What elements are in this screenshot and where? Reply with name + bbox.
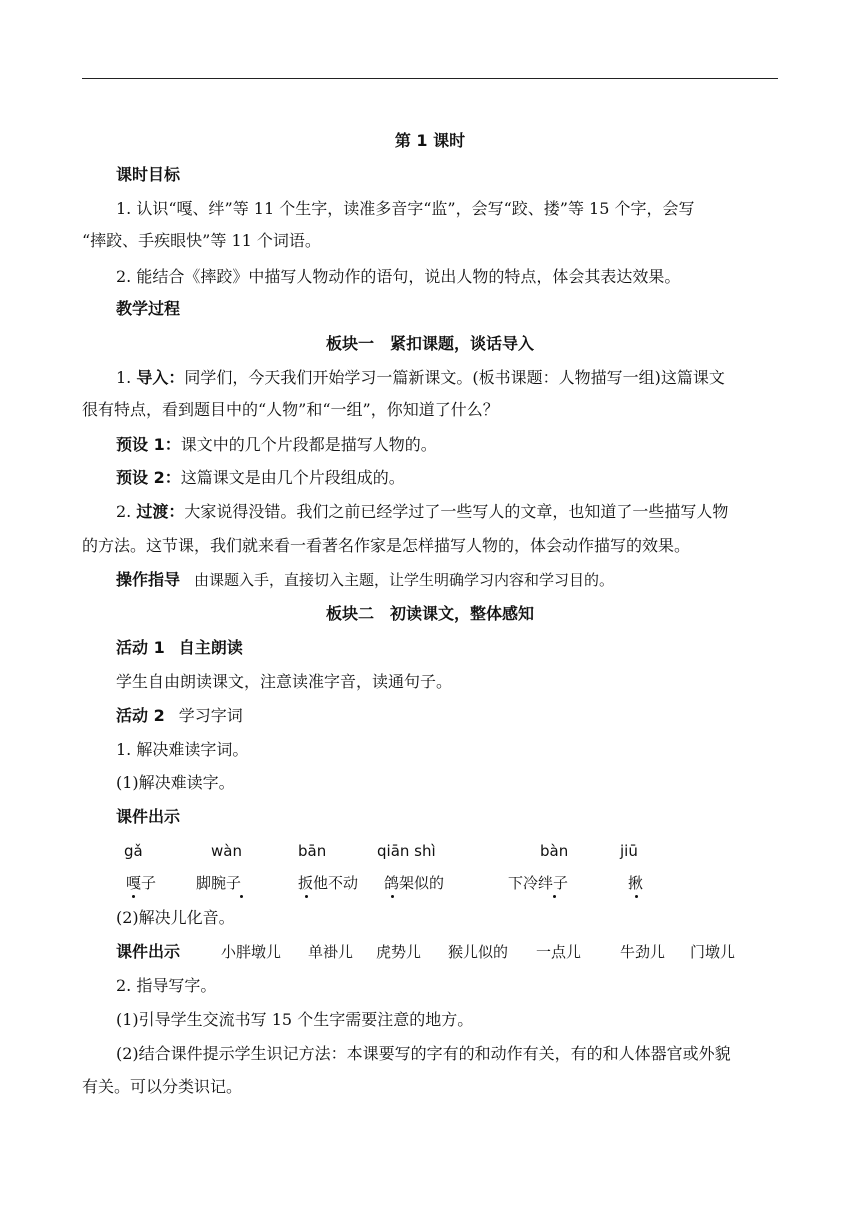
preset-2-label: 预设 2： — [116, 468, 181, 487]
activity-1-title: 自主朗读 — [178, 638, 243, 657]
section-2-heading: 板块二 初读课文，整体感知 — [325, 604, 534, 623]
step-2: 2. 指导写字。 — [116, 976, 217, 995]
goals-heading: 课时目标 — [116, 165, 181, 184]
erhua-word: 虎势儿 — [376, 943, 422, 961]
activity-1 — [82, 637, 812, 659]
activity-1-text: 学生自由朗读课文，注意读准字音，读通句子。 — [116, 672, 453, 691]
goal-2: 2. 能结合《摔跤》中描写人物动作的语句，说出人物的特点，体会其表达效果。 — [116, 267, 681, 286]
goal-1-line-a: 1. 认识“嘎、绊”等 11 个生字，读准多音字“监”，会写“跤、搂”等 15 个字，会写 — [116, 199, 695, 218]
step-1: 1. 解决难读字词。 — [116, 740, 249, 759]
step-2-2-line-b: 有关。可以分类识记。 — [82, 1077, 243, 1096]
pinyin-ban: bān — [298, 842, 327, 860]
emphasis-dot — [391, 895, 394, 898]
pinyin-ban2: bàn — [540, 842, 569, 860]
step-1-1: (1)解决难读字。 — [116, 773, 235, 792]
guide-label: 操作指导 — [116, 570, 181, 589]
step-1-2: (2)解决儿化音。 — [116, 908, 235, 927]
pinyin-jiu: jiū — [620, 842, 638, 860]
section-1-heading: 板块一 紧扣课题，谈话导入 — [325, 334, 534, 353]
preset-1 — [82, 434, 812, 456]
transition-line-b: 的方法。这节课，我们就来看一看著名作家是怎样描写人物的，体会动作描写的效果。 — [82, 536, 691, 555]
erhua-word: 猴儿似的 — [448, 943, 509, 961]
guide-note — [82, 569, 812, 591]
process-heading: 教学过程 — [116, 299, 181, 318]
activity-2 — [82, 705, 812, 727]
preset-2 — [82, 467, 812, 489]
emphasis-dot — [240, 895, 243, 898]
word-jiu: 揪 — [628, 874, 644, 892]
pinyin-wan: wàn — [211, 842, 242, 860]
courseware-label-2: 课件出示 — [116, 942, 181, 961]
erhua-word: 牛劲儿 — [620, 943, 666, 961]
goal-1-line-b: “摔跤、手疾眼快”等 11 个词语。 — [82, 231, 321, 250]
intro-label: 导入： — [136, 368, 185, 387]
word-xialengbanzi: 下冷绊子 — [508, 874, 569, 892]
intro-text-a: 同学们，今天我们开始学习一篇新课文。(板书课题：人物描写一组)这篇课文 — [184, 368, 725, 387]
step-2-1: (1)引导学生交流书写 15 个生字需要注意的地方。 — [116, 1010, 474, 1029]
transition-label: 过渡： — [136, 502, 185, 521]
erhua-word: 单褂儿 — [308, 943, 354, 961]
header-rule — [82, 78, 778, 79]
preset-1-label: 预设 1： — [116, 435, 181, 454]
emphasis-dot — [635, 895, 638, 898]
word-bantabudong: 扳他不动 — [298, 874, 359, 892]
activity-1-label: 活动 1 — [116, 638, 165, 657]
word-jiaowanzi: 脚腕子 — [196, 874, 242, 892]
activity-2-title: 学习字词 — [178, 706, 243, 725]
preset-2-text: 这篇课文是由几个片段组成的。 — [180, 468, 405, 487]
erhua-word: 小胖墩儿 — [221, 943, 282, 961]
pinyin-ga: gǎ — [124, 842, 143, 860]
intro-line-b: 很有特点，看到题目中的“人物”和“一组”，你知道了什么？ — [82, 400, 499, 419]
lesson-title: 第 1 课时 — [394, 131, 466, 150]
intro-line-a — [82, 367, 812, 389]
transition-num: 2. — [116, 502, 137, 521]
erhua-word: 门墩儿 — [690, 943, 736, 961]
preset-1-text: 课文中的几个片段都是描写人物的。 — [180, 435, 437, 454]
courseware-label-1: 课件出示 — [116, 807, 181, 826]
guide-text: 由课题入手，直接切入主题，让学生明确学习内容和学习目的。 — [194, 571, 615, 589]
transition-line-a — [82, 501, 812, 523]
transition-text-a: 大家说得没错。我们之前已经学过了一些写人的文章，也知道了一些描写人物 — [184, 502, 729, 521]
intro-num: 1. — [116, 368, 137, 387]
activity-2-label: 活动 2 — [116, 706, 165, 725]
word-qianjiasude: 鸽架似的 — [384, 874, 445, 892]
emphasis-dot — [305, 895, 308, 898]
emphasis-dot — [553, 895, 556, 898]
erhua-word: 一点儿 — [536, 943, 582, 961]
word-gazi: 嘎子 — [126, 874, 157, 892]
pinyin-qianshi: qiān shì — [377, 842, 436, 860]
emphasis-dot — [132, 895, 135, 898]
step-2-2-line-a: (2)结合课件提示学生识记方法：本课要写的字有的和动作有关，有的和人体器官或外貌 — [116, 1044, 731, 1063]
